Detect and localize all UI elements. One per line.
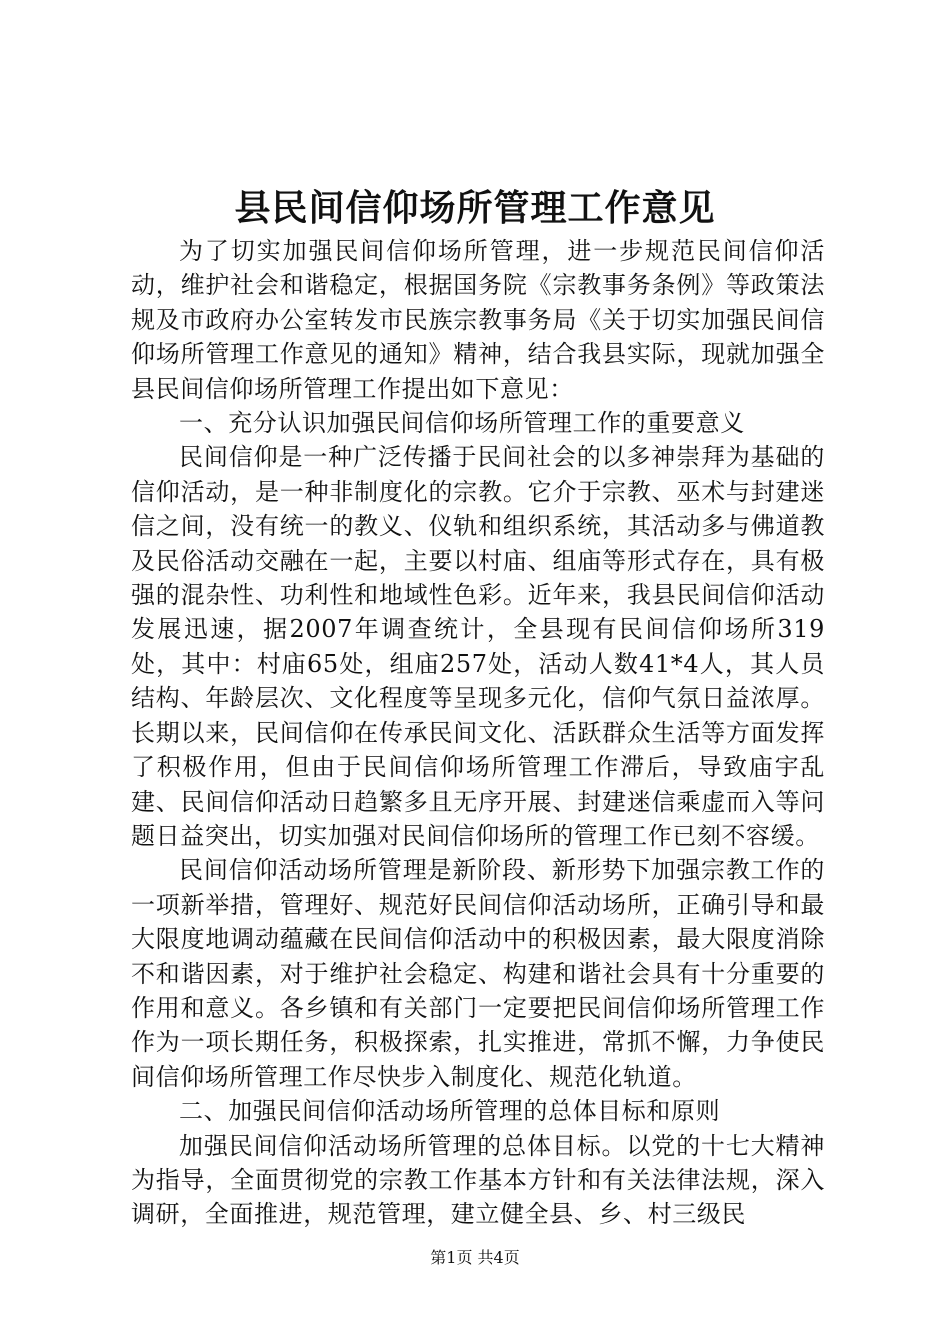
page-number-footer: 第1页 共4页 [430,1248,520,1267]
body-paragraph: 民间信仰活动场所管理是新阶段、新形势下加强宗教工作的一项新举措，管理好、规范好民间信仰活动场所，正确引导和最大限度地调动蕴藏在民间信仰活动中的积极因素，最大限度消除不和谐因素，对于维护社会稳定、构建和谐社会具有十分重要的作用和意义。各乡镇和有关部门一定要把民间信仰场所管理工作作为一项长期任务，积极探索，扎实推进，常抓不懈，力争使民间信仰场所管理工作尽快步入制度化、规范化轨道。 [131,856,825,1091]
section-heading-2: 二、加强民间信仰活动场所管理的总体目标和原则 [179,1097,721,1126]
document-body [131,234,825,1232]
document-title: 县民间信仰场所管理工作意见 [234,187,716,229]
section-heading-1: 一、充分认识加强民间信仰场所管理工作的重要意义 [179,409,745,438]
intro-paragraph: 为了切实加强民间信仰场所管理，进一步规范民间信仰活动，维护社会和谐稳定，根据国务院《宗教事务条例》等政策法规及市政府办公室转发市民族宗教事务局《关于切实加强民间信仰场所管理工作意见的通知》精神，结合我县实际，现就加强全县民间信仰场所管理工作提出如下意见： [131,237,825,403]
body-paragraph: 民间信仰是一种广泛传播于民间社会的以多神崇拜为基础的信仰活动，是一种非制度化的宗教。它介于宗教、巫术与封建迷信之间，没有统一的教义、仪轨和组织系统，其活动多与佛道教及民俗活动交融在一起，主要以村庙、组庙等形式存在，具有极强的混杂性、功利性和地域性色彩。近年来，我县民间信仰活动发展迅速，据2007年调查统计，全县现有民间信仰场所319处，其中：村庙65处，组庙257处，活动人数41*4人，其人员结构、年龄层次、文化程度等呈现多元化，信仰气氛日益浓厚。长期以来，民间信仰在传承民间文化、活跃群众生活等方面发挥了积极作用，但由于民间信仰场所管理工作滞后，导致庙宇乱建、民间信仰活动日趋繁多且无序开展、封建迷信乘虚而入等问题日益突出，切实加强对民间信仰场所的管理工作已刻不容缓。 [131,443,825,850]
body-paragraph: 加强民间信仰活动场所管理的总体目标。以党的十七大精神为指导，全面贯彻党的宗教工作基本方针和有关法律法规，深入调研，全面推进，规范管理，建立健全县、乡、村三级民 [131,1131,825,1229]
